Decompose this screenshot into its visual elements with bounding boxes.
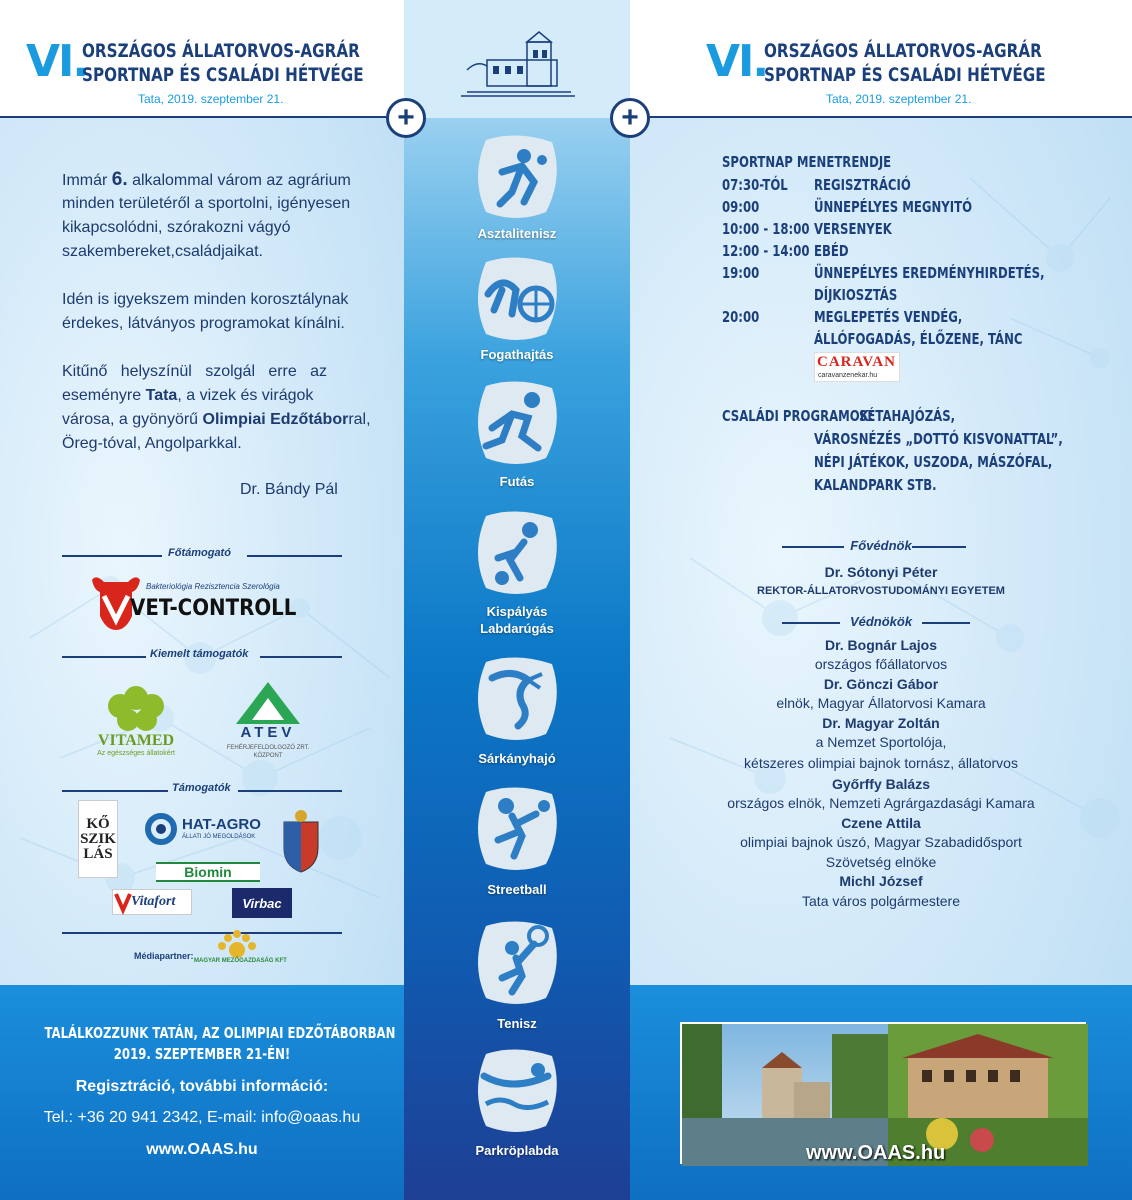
family-line: VÁROSNÉZÉS „DOTTÓ KISVONATTAL”, [814, 430, 1063, 448]
header-title-line2: SPORTNAP ÉS CSALÁDI HÉTVÉGE [82, 64, 364, 86]
header-roman-numeral: VI. [706, 36, 768, 87]
kozszik-logo: KŐ SZIK LÁS [78, 800, 118, 878]
intro-line: szakembereket,családjaikat. [62, 243, 263, 260]
running-icon [472, 378, 562, 468]
chief-patron-role: REKTOR-ÁLLATORVOSTUDOMÁNYI EGYETEM [757, 585, 1005, 597]
right-panel [621, 0, 1132, 1200]
table-tennis-icon [472, 132, 562, 222]
sport-label: Parkröplabda [475, 1143, 559, 1158]
vitamed-tagline: Az egészséges állatokért [97, 750, 175, 757]
tennis-badge [472, 918, 562, 1008]
contact-info[interactable]: Tel.: +36 20 941 2342, E-mail: info@oaas.hu [43, 1109, 361, 1126]
schedule-time: 07:30-TÓL [722, 176, 788, 194]
schedule-time: 19:00 [722, 264, 760, 282]
intro-line: városa, a gyönyörű Olimpiai Edzőtáborral, [62, 411, 371, 428]
dragon-boat-icon [472, 654, 562, 744]
patron-role: országos főállatorvos [814, 656, 948, 672]
cta-line1: TALÁLKOZZUNK TATÁN, AZ OLIMPIAI EDZŐTÁBORBAN [44, 1024, 396, 1042]
biomin-logo: Biomin [156, 862, 260, 882]
header-date: Tata, 2019. szeptember 21. [138, 92, 284, 106]
header-title-line2: SPORTNAP ÉS CSALÁDI HÉTVÉGE [764, 64, 1046, 86]
plus-icon: + [610, 98, 650, 138]
vetcontroll-logo [86, 572, 326, 634]
schedule-time: 10:00 - 18:00 [722, 220, 810, 238]
intro-line: érdekes, látványos programokat kínálni. [62, 315, 345, 332]
header-title-line1: ORSZÁGOS ÁLLATORVOS-AGRÁR [82, 40, 360, 62]
family-line: NÉPI JÁTÉKOK, USZODA, MÁSZÓFAL, [814, 453, 1053, 471]
plus-icon: + [386, 98, 426, 138]
intro-line: Öreg-tóval, Angolparkkal. [62, 435, 242, 452]
schedule-event: EBÉD [814, 242, 849, 260]
family-label: CSALÁDI PROGRAMOK: [722, 407, 874, 425]
main-sponsor-title: Főtámogató [168, 547, 231, 559]
patron-role: a Nemzet Sportolója, [815, 734, 947, 750]
schedule-title: SPORTNAP MENETRENDJE [722, 153, 892, 171]
right-header [630, 0, 1132, 118]
patron-name: Dr. Magyar Zoltán [822, 715, 940, 731]
header-roman-numeral: VI. [26, 36, 88, 87]
table-tennis-badge [472, 132, 562, 222]
beach-volleyball-icon [472, 1046, 562, 1136]
castle-icon [457, 30, 577, 100]
sport-label: Labdarúgás [480, 621, 554, 636]
football-badge [472, 508, 562, 598]
signature: Dr. Bándy Pál [240, 481, 338, 498]
patron-role: elnök, Magyar Állatorvosi Kamara [776, 695, 986, 711]
vetcontroll-name: VET-CONTROLL [130, 596, 297, 621]
intro-line: eseményre Tata, a vizek és virágok [62, 387, 314, 404]
vetcontroll-tagline: Bakteriológia Rezisztencia Szerológia [146, 582, 280, 591]
vitamed-logo [90, 684, 182, 764]
schedule-time: 20:00 [722, 308, 760, 326]
streetball-badge [472, 784, 562, 874]
hatagro-tagline: ÁLLATI JÓ MEGOLDÁSOK [182, 834, 256, 840]
schedule-time: 12:00 - 14:00 [722, 242, 810, 260]
patrons-heading: Védnökök [630, 614, 1132, 630]
supporters-title: Támogatók [172, 782, 231, 794]
chief-patron-heading: Fővédnök [630, 538, 1132, 554]
chief-patron-name: Dr. Sótonyi Péter [824, 564, 938, 580]
sport-label: Streetball [487, 882, 547, 897]
intro-line: minden területéről a sportolni, igényesen [62, 195, 351, 212]
section-featured-sponsors [62, 648, 342, 664]
family-line: KALANDPARK STB. [814, 476, 937, 494]
vitafort-v-icon [114, 892, 132, 912]
schedule-event: ÜNNEPÉLYES EREDMÉNYHIRDETÉS, [814, 264, 1045, 282]
hatagro-logo [144, 812, 264, 846]
sport-label: Fogathajtás [480, 347, 554, 362]
patron-role: Tata város polgármestere [802, 893, 960, 909]
sport-label: Sárkányhajó [478, 751, 556, 766]
media-partner-label: Médiapartner: [134, 951, 194, 961]
vitafort-logo: Vitafort [112, 889, 192, 915]
hatagro-ring-icon [144, 812, 178, 846]
caravan-name: CARAVAN [817, 354, 896, 370]
tata-coat-of-arms-icon [278, 808, 324, 878]
intro-line: Idén is igyekszem minden korosztálynak [62, 291, 349, 308]
left-panel [0, 0, 415, 1200]
caravan-logo [814, 352, 900, 382]
schedule-event: REGISZTRÁCIÓ [814, 176, 911, 194]
atev-logo [222, 680, 314, 768]
intro-line: Kitűnő helyszínül szolgál erre az [62, 363, 328, 380]
patron-role: országos elnök, Nemzeti Agrárgazdasági Kamara [727, 795, 1035, 811]
sunflower-icon [204, 930, 270, 960]
caravan-url: caravanzenekar.hu [818, 372, 878, 379]
atev-name: ATEV [240, 724, 296, 741]
header-date: Tata, 2019. szeptember 21. [826, 92, 972, 106]
sport-label: Tenisz [497, 1016, 537, 1031]
photo-caption-link[interactable]: www.OAAS.hu [806, 1142, 946, 1164]
website-link[interactable]: www.OAAS.hu [146, 1141, 258, 1158]
featured-title: Kiemelt támogatók [150, 648, 249, 660]
schedule-event: ÜNNEPÉLYES MEGNYITÓ [814, 198, 973, 216]
schedule-event: DÍJKIOSZTÁS [814, 286, 898, 304]
hatagro-name: HAT-AGRO [182, 816, 261, 833]
schedule-time: 09:00 [722, 198, 760, 216]
football-icon [472, 508, 562, 598]
sport-label: Kispályás [486, 604, 548, 619]
streetball-icon [472, 784, 562, 874]
virbac-logo: Virbac [232, 888, 292, 918]
header-title-line1: ORSZÁGOS ÁLLATORVOS-AGRÁR [764, 40, 1042, 62]
schedule-event: ÁLLÓFOGADÁS, ÉLŐZENE, TÁNC [814, 330, 1023, 348]
beach-volleyball-badge [472, 1046, 562, 1136]
vitamed-name: VITAMED [97, 732, 175, 749]
media-partner-logo [194, 930, 287, 974]
patron-name: Dr. Bognár Lajos [824, 637, 938, 653]
family-line: SÉTAHAJÓZÁS, [859, 407, 956, 425]
photo-strip [680, 1022, 1086, 1164]
registration-heading: Regisztráció, további információ: [75, 1078, 329, 1095]
schedule-event: MEGLEPETÉS VENDÉG, [814, 308, 963, 326]
atev-triangle-icon [222, 680, 314, 726]
intro-line: kikapcsolódni, szórakozni vágyó [62, 219, 291, 236]
section-supporters [62, 782, 342, 798]
section-main-sponsor [62, 547, 342, 563]
carriage-driving-icon [472, 254, 562, 344]
middle-panel [404, 0, 630, 1200]
patron-role: kétszeres olimpiai bajnok tornász, állatorvos [744, 755, 1018, 771]
intro-line: Immár 6. alkalommal várom az agrárium [62, 169, 351, 190]
patron-role: Szövetség elnöke [825, 854, 937, 870]
dragon-boat-badge [472, 654, 562, 744]
patron-name: Győrffy Balázs [831, 776, 931, 792]
cta-line2: 2019. SZEPTEMBER 21-ÉN! [113, 1045, 291, 1063]
vitamed-leaf-icon [90, 684, 182, 736]
tennis-icon [472, 918, 562, 1008]
left-header [0, 0, 404, 118]
patron-name: Dr. Gönczi Gábor [823, 676, 939, 692]
sport-label: Futás [499, 474, 535, 489]
sport-label: Asztalitenisz [477, 226, 557, 241]
media-partner-name: MAGYAR MEZŐGAZDASÁG KFT [194, 958, 287, 964]
schedule-event: VERSENYEK [814, 220, 892, 238]
atev-tagline: FEHÉRJEFELDOLGOZÓ ZRT. KÖZPONT [226, 745, 310, 759]
patron-name: Czene Attila [841, 815, 921, 831]
divider [62, 924, 342, 940]
carriage-driving-badge [472, 254, 562, 344]
patron-role: olimpiai bajnok úszó, Magyar Szabadidősport [740, 834, 1022, 850]
running-badge [472, 378, 562, 468]
patron-name: Michl József [839, 873, 923, 889]
